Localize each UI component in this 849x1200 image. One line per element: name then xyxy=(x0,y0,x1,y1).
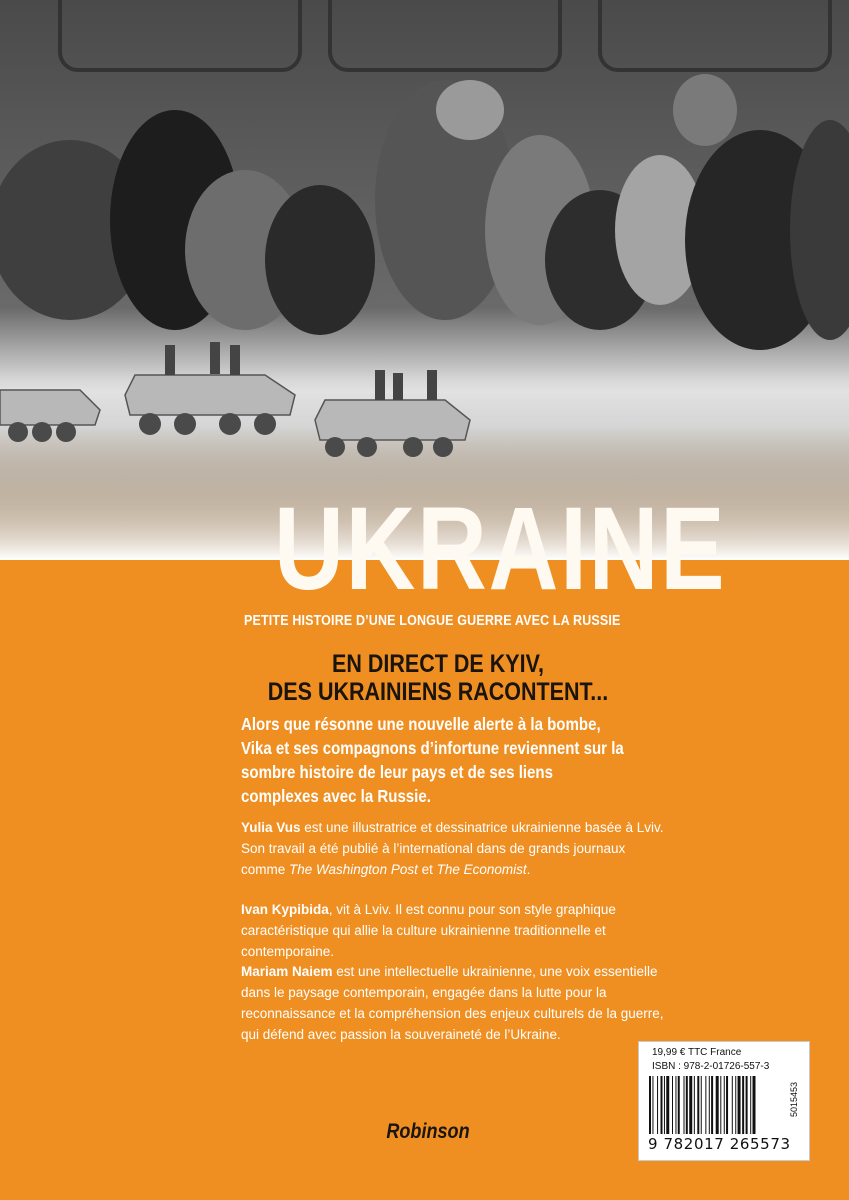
bio-text: et xyxy=(417,862,437,877)
bio-name: Yulia Vus xyxy=(241,820,301,835)
book-subtitle: PETITE HISTOIRE D’UNE LONGUE GUERRE AVEC LA RUSSIE xyxy=(244,613,621,629)
publication-name: The Washington Post xyxy=(289,862,418,877)
price-label: 19,99 € TTC France xyxy=(652,1047,742,1058)
bio-mariam-naiem xyxy=(241,961,666,1045)
headline-line-2: DES UKRAINIENS RACONTENT... xyxy=(267,678,609,706)
lede-paragraph: Alors que résonne une nouvelle alerte à la bombe, Vika et ses compagnons d’infortune reviennent sur la sombre histoire de leur pays et de ses liens complexes avec la Russie. xyxy=(241,714,624,806)
cover-illustration xyxy=(0,0,849,560)
bio-ivan-kypibida xyxy=(241,899,666,962)
side-code: 5015453 xyxy=(789,1082,799,1118)
bio-text: , vit à Lviv. Il est connu pour son style graphique caractéristique qui allie la culture ukrainienne traditionnelle et contemporaine. xyxy=(241,902,616,959)
headline-line-1: EN DIRECT DE KYIV, xyxy=(332,650,544,678)
barcode-box xyxy=(638,1041,810,1161)
bio-name: Mariam Naiem xyxy=(241,964,333,979)
barcode-icon xyxy=(649,1076,787,1134)
headline xyxy=(266,650,610,706)
book-title: UKRAINE xyxy=(274,483,727,615)
cover-illustration-art xyxy=(0,0,849,560)
title-block xyxy=(238,483,727,615)
ean-number: 9 782017 265573 xyxy=(648,1135,791,1153)
bio-text: . xyxy=(526,862,531,877)
bio-text: est une intellectuelle ukrainienne, une voix essentielle dans le paysage contemporain, engagée dans la lutte pour la reconnaissance et la compréhension des enjeux culturels de la guerre, qui défend avec passion la souveraineté de l’Ukraine. xyxy=(241,964,664,1042)
publication-name: The Economist xyxy=(436,862,527,877)
bio-text: est une illustratrice et dessinatrice ukrainienne basée à Lviv. Son travail a été publié à l’international dans de grands journaux comme xyxy=(241,820,664,877)
bio-yulia-vus xyxy=(241,817,666,880)
isbn-label: ISBN : 978-2-01726-557-3 xyxy=(652,1061,770,1072)
publisher-logo: Robinson xyxy=(386,1120,470,1143)
bio-name: Ivan Kypibida xyxy=(241,902,329,917)
